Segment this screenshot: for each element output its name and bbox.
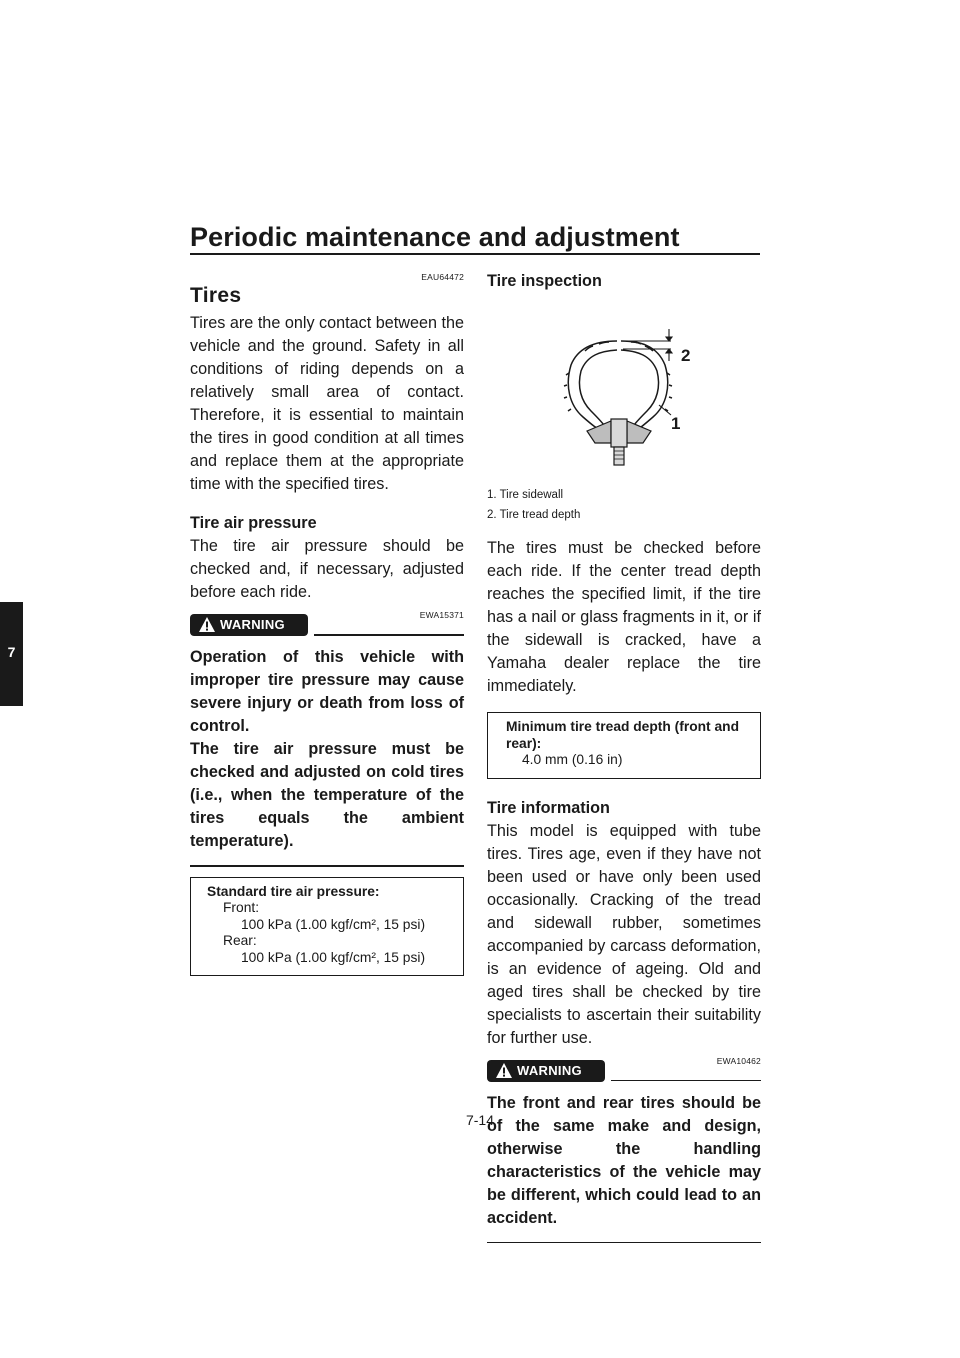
- tire-cross-section-illustration: [487, 293, 761, 477]
- air-pressure-text: The tire air pressure should be checked and, if necessary, adjusted before each ride.: [190, 537, 464, 601]
- warning-label-2: WARNING: [517, 1062, 582, 1078]
- spec-rear-label: Rear:: [223, 933, 257, 949]
- page-number: 7-14: [465, 1112, 495, 1128]
- tread-spec-title: Minimum tire tread depth (front and rear):: [506, 719, 740, 751]
- section-title-tires: Tires: [190, 284, 242, 307]
- warning-end-rule-2: [487, 1242, 761, 1244]
- right-column: [487, 270, 761, 1243]
- tires-intro: Tires are the only contact between the vehicle and the ground. Safety in all conditions of riding depends on a relatively small area of contact. Therefore, it is essential to maintain the tires in good condition at all times and replace them at the appropriate time with the specified tires.: [190, 314, 464, 493]
- section-code: EAU64472: [421, 272, 464, 282]
- warning-rule-2: [611, 1080, 761, 1082]
- spec-rear-value: 100 kPa (1.00 kgf/cm², 15 psi): [241, 949, 426, 965]
- air-pressure-title: Tire air pressure: [190, 514, 317, 532]
- chapter-tab: [0, 602, 23, 706]
- warning-text-3: The front and rear tires should be of the same make and design, otherwise the handling characteristics of the vehicle may be different, which could lead to an accident.: [487, 1093, 761, 1227]
- warning-text-1: Operation of this vehicle with improper tire pressure may cause severe injury or death from loss of control.: [190, 648, 464, 735]
- header-rule: [190, 253, 760, 255]
- tread-depth-spec-box: [487, 712, 761, 779]
- inspection-text: The tires must be checked before each ride. If the center tread depth reaches the specified limit, if the tire has a nail or glass fragments in it, or if the sidewall is cracked, have a Yamaha dealer replace the tire immediately.: [487, 539, 761, 695]
- tread-spec-value: 4.0 mm (0.16 in): [522, 752, 623, 767]
- spec-front-label: Front:: [223, 900, 260, 916]
- spec-title: Standard tire air pressure:: [207, 883, 380, 899]
- left-column: [190, 272, 464, 976]
- warning-header: [190, 614, 464, 640]
- figure-label-2: 2: [681, 346, 691, 365]
- warning-end-rule: [190, 865, 464, 867]
- chapter-number: 7: [7, 644, 16, 660]
- inspection-title: Tire inspection: [487, 272, 602, 290]
- warning-text-2: The tire air pressure must be checked and adjusted on cold tires (i.e., when the temperature of the tires equals the ambient temperature).: [190, 740, 464, 850]
- warning-code-2: EWA10462: [716, 1055, 761, 1066]
- spec-front-value: 100 kPa (1.00 kgf/cm², 15 psi): [241, 916, 426, 932]
- warning-badge: [190, 614, 308, 636]
- page-title: Periodic maintenance and adjustment: [190, 222, 680, 252]
- tire-info-text: This model is equipped with tube tires. Tires age, even if they have not been used or have only been used occasionally. Cracking of the tread and sidewall rubber, sometimes accompanied by carcass deformation, is an evidence of ageing. Old and aged tires shall be checked by tire specialists to ascertain their suitability for further use.: [487, 821, 761, 1047]
- warning-badge-2: [487, 1060, 605, 1082]
- warning-label: WARNING: [220, 617, 285, 632]
- warning-rule: [314, 634, 464, 636]
- warning-triangle-icon: [198, 616, 216, 633]
- warning-header-2: [487, 1060, 761, 1086]
- figure-label-1: 1: [671, 414, 681, 433]
- warning-triangle-icon: [495, 1062, 513, 1079]
- tire-info-title: Tire information: [487, 798, 610, 817]
- warning-code: EWA15371: [419, 610, 464, 620]
- tire-pressure-spec-box: [190, 877, 464, 977]
- figure-captions: [487, 485, 761, 525]
- tire-figure: [487, 293, 761, 477]
- caption-2: 2. Tire tread depth: [487, 509, 581, 521]
- caption-1: 1. Tire sidewall: [487, 489, 564, 501]
